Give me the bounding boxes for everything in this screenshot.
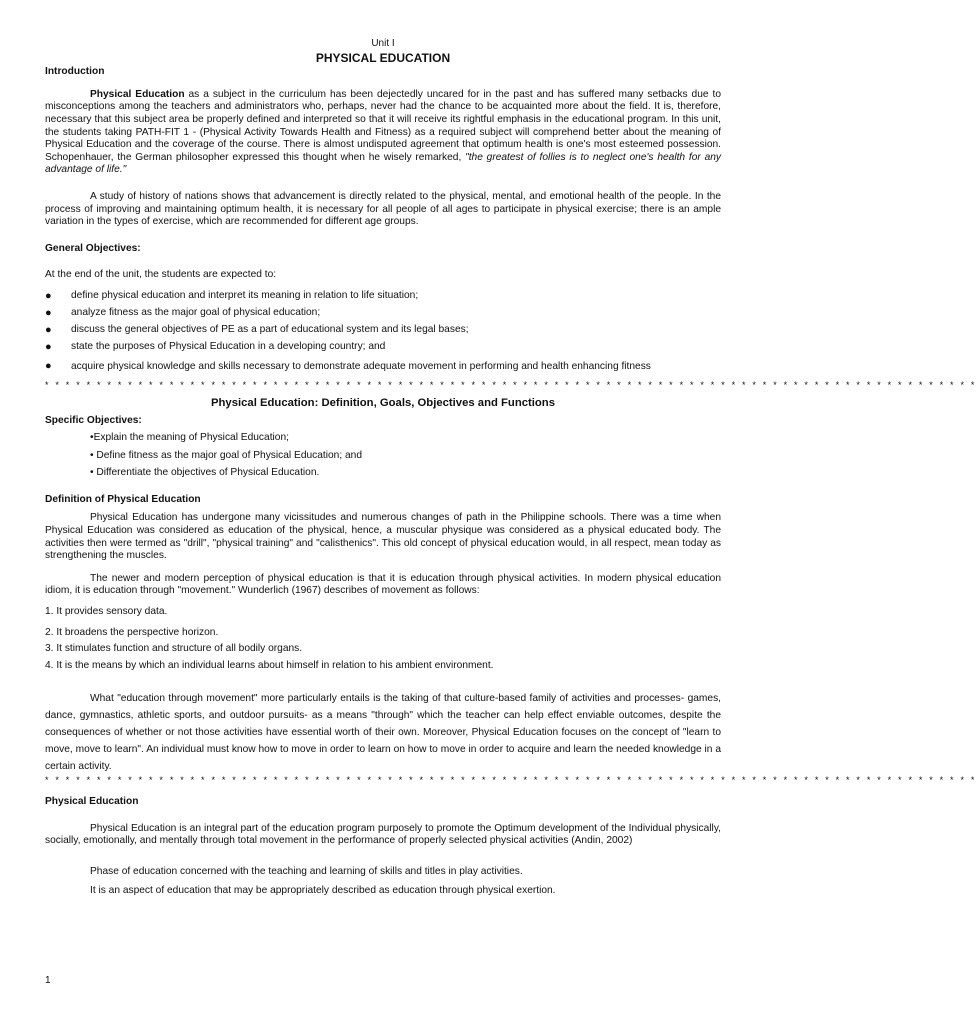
list-item: • Define fitness as the major goal of Physical Education; and	[90, 449, 362, 461]
bullet-icon: ●	[45, 324, 52, 337]
pe-paragraph-1: Physical Education is an integral part of the education program purposely to promote the Optimum development of the Individual physically, socially, emotionally, and mentally through total movement in the performance of properly selected physical activities (Andin, 2002)	[45, 822, 721, 847]
list-item: 4. It is the means by which an individual learns about himself in relation to his ambient environment.	[45, 659, 494, 671]
specific-objectives-heading: Specific Objectives:	[45, 415, 142, 427]
intro-text: as a subject in the curriculum has been dejectedly uncared for in the past and has suffered many setbacks due to misconceptions among the teachers and administrators who, perhaps, never had the chance to be acquainted more about the field. It is, therefore, necessary that this subject area be properly defined and interpreted so that it will receive its rightful emphasis in the educational program. In this unit, the students taking PATH-FIT 1 - (Physical Activity Towards Health and Fitness) as a required subject will comprehend better about the meaning of Physical Education and the coverage of the course. There is almost undisputed agreement that optimum health is one's most esteemed possession. Schopenhauer, the German philosopher expressed this thought when he wisely remarked,	[45, 88, 721, 163]
definition-heading: Definition of Physical Education	[45, 493, 201, 505]
page-number: 1	[45, 975, 51, 986]
definition-paragraph-2: The newer and modern perception of physical education is that it is education through physical activities. In modern physical education idiom, it is education through "movement." Wunderlich (1967) describes of movement as follows:	[45, 572, 721, 597]
list-item: 2. It broadens the perspective horizon.	[45, 626, 219, 638]
intro-paragraph-1	[45, 89, 721, 177]
intro-paragraph-2: A study of history of nations shows that advancement is directly related to the physical, mental, and emotional health of the people. In the process of improving and maintaining optimum health, it is necessary for all people of all ages to participate in physical exercise; there is an ample variation in the types of exercise, which are recommended for different age groups.	[45, 190, 721, 228]
list-item: ● state the purposes of Physical Education in a developing country; and	[45, 341, 386, 354]
bullet-icon: ●	[45, 307, 52, 319]
movement-list	[45, 606, 721, 672]
list-item: 1. It provides sensory data.	[45, 605, 168, 617]
bullet-icon: ●	[45, 360, 52, 373]
definition-paragraph-3: What "education through movement" more particularly entails is the taking of that culture-based family of activities and processes- games, dance, gymnastics, athletic sports, and outdoor pursuits- as a means "through" which the teacher can help effect enviable outcomes, despite the consequences of whether or not those activities have essential worth of their own. Moreover, Physical Education focuses on the concept of "learn to move, move to learn". An individual must know how to move in order to learn on how to move in order to acquire and learn the needed knowledge in a certain activity.	[45, 693, 721, 773]
asterisk-separator: * * * * * * * * * * * * * * * * * * * * * * * * * * * * * * * * * * * * * * * * * * * * * * * * * * * * * * * * * * * * * * * * * * * * * * * * * * * * * * * * * * * * * * * * * *	[45, 775, 977, 786]
list-item: 3. It stimulates function and structure of all bodily organs.	[45, 643, 303, 655]
pe-paragraph-3: It is an aspect of education that may be appropriately described as education through physical exertion.	[90, 884, 556, 896]
intro-bold-term: Physical Education	[90, 88, 185, 100]
list-item: ● discuss the general objectives of PE as a part of educational system and its legal bases;	[45, 324, 469, 337]
asterisk-separator: * * * * * * * * * * * * * * * * * * * * * * * * * * * * * * * * * * * * * * * * * * * * * * * * * * * * * * * * * * * * * * * * * * * * * * * * * * * * * * * * * * * * * * * * * *	[45, 379, 977, 390]
bullet-icon: ●	[45, 289, 52, 302]
list-item: •Explain the meaning of Physical Education;	[90, 431, 289, 443]
introduction-heading: Introduction	[45, 66, 105, 78]
document-title: PHYSICAL EDUCATION	[315, 50, 451, 65]
general-objectives-list	[45, 290, 721, 375]
unit-label: Unit I	[371, 38, 395, 49]
physical-education-heading: Physical Education	[45, 796, 139, 808]
general-objectives-heading: General Objectives:	[45, 242, 141, 254]
general-objectives-lead: At the end of the unit, the students are expected to:	[45, 269, 277, 281]
document-page	[45, 38, 977, 897]
list-item: ● analyze fitness as the major goal of physical education;	[45, 307, 321, 319]
pe-paragraph-2: Phase of education concerned with the teaching and learning of skills and titles in play activities.	[90, 866, 523, 878]
specific-objectives-list	[90, 432, 721, 480]
section-title: Physical Education: Definition, Goals, Objectives and Functions	[211, 396, 555, 409]
list-item: • Differentiate the objectives of Physical Education.	[90, 467, 320, 479]
bullet-icon: ●	[45, 341, 52, 354]
definition-paragraph-1: Physical Education has undergone many vicissitudes and numerous changes of path in the Philippine schools. There was a time when Physical Education was considered as education of the physical, hence, a muscular physique was considered as a physical educated body. The activities then were termed as "drill", "physical training" and "calisthenics". This old concept of physical education would, in all respect, mean today as strengthening the muscles.	[45, 512, 721, 562]
list-item: ● define physical education and interpret its meaning in relation to life situation;	[45, 289, 419, 302]
list-item: ● acquire physical knowledge and skills necessary to demonstrate adequate movement in performing and health enhancing fitness	[45, 358, 721, 375]
schopenhauer-quote: "the greatest of follies is to neglect one's health for any advantage of life."	[45, 151, 721, 176]
